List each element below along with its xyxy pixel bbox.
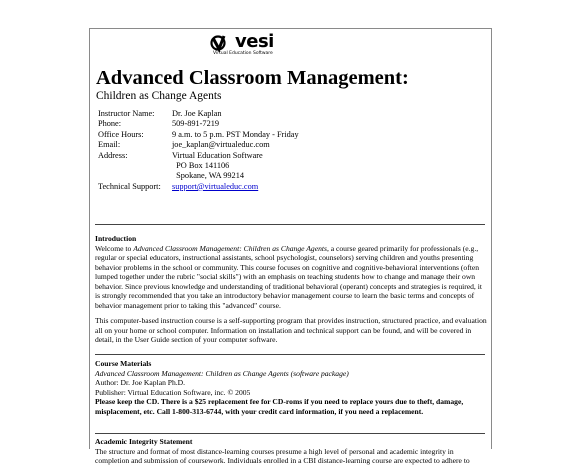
integrity-text: The structure and format of most distance-learning courses presume a high level of personal and academic integrity in completion and submission of coursework. Individuals enrolled in a CBI distance-learning course are expected to adhere to	[95, 446, 470, 465]
contact-value: Dr. Joe Kaplan	[172, 109, 222, 118]
address-line-2: PO Box 141106	[176, 160, 230, 170]
page-title: Advanced Classroom Management:	[96, 67, 409, 89]
contact-value: joe_kaplan@virtualeduc.com	[172, 140, 270, 150]
introduction-heading: Introduction	[95, 234, 137, 243]
materials-book-title: Advanced Classroom Management: Children as Change Agents (software package)	[95, 368, 349, 378]
address-line-1: Virtual Education Software	[172, 150, 263, 160]
materials-notice: Please keep the CD. There is a $25 replacement fee for CD-roms if you need to replace yours due to theft, damage, misplacement, etc. Call 1-800-313-6744, with your credit card information, if you need a replacement.	[95, 397, 464, 416]
logo-tagline: Virtual Education Software	[213, 51, 273, 56]
introduction-paragraph-2: This computer-based instruction course is a self-supporting program that provides instruction, structured practice, and evaluation all on your home or school computer. Information on installation and technical support can be found, and will be covered in detail, in the User Guide section of your computer software.	[95, 316, 487, 344]
materials-book	[95, 369, 487, 379]
contact-label: Email:	[98, 140, 121, 150]
contact-value: 509-891-7219	[172, 119, 220, 129]
integrity-heading: Academic Integrity Statement	[95, 437, 193, 446]
contact-value: 9 a.m. to 5 p.m. PST Monday - Friday	[172, 129, 299, 139]
logo-wordmark: vesi	[235, 31, 274, 52]
introduction-section	[95, 234, 487, 345]
intro-body: , a course geared primarily for professionals (e.g., regular or special educators, instructional assistants, school psychologist, counselors) serving children and youths presenting behavior problems in the school or community. This course focuses on cognitive and cognitive-behavioral interventions (often lumped together under the rubric "social skills") with an emphasis on teaching students how to change and manage their own behavior. Since previous knowledge and understanding of traditional behavioral (operant) concepts and strategies is required, it is strongly recommended that you take an introductory behavior management course to learn the basic terms and concepts of behavior management prior to taking this "advanced" course.	[95, 243, 482, 310]
section-divider	[95, 224, 485, 225]
intro-course-title: Advanced Classroom Management: Children as Change Agents	[133, 243, 327, 253]
integrity-section	[95, 437, 487, 466]
materials-author: Author: Dr. Joe Kaplan Ph.D.	[95, 378, 186, 387]
address-line-3: Spokane, WA 99214	[176, 171, 244, 181]
introduction-paragraph-1	[95, 244, 487, 311]
contact-label: Address:	[98, 150, 128, 160]
contact-label: Phone:	[98, 119, 122, 129]
vesi-logo-mark-icon	[210, 35, 232, 51]
document-page	[89, 28, 492, 465]
contact-label: Technical Support:	[98, 181, 161, 191]
contact-label: Instructor Name:	[98, 109, 155, 118]
support-email-link[interactable]: support@virtualeduc.com	[172, 181, 259, 191]
section-divider	[95, 354, 485, 355]
materials-section	[95, 359, 487, 416]
section-divider	[95, 433, 485, 434]
contact-label: Office Hours:	[98, 129, 144, 139]
intro-prefix: Welcome to	[95, 243, 134, 253]
vesi-logo	[210, 33, 320, 59]
page-subtitle: Children as Change Agents	[96, 90, 222, 102]
materials-publisher: Publisher: Virtual Education Software, inc. © 2005	[95, 387, 251, 397]
materials-heading: Course Materials	[95, 359, 152, 368]
address-lines	[172, 151, 263, 182]
